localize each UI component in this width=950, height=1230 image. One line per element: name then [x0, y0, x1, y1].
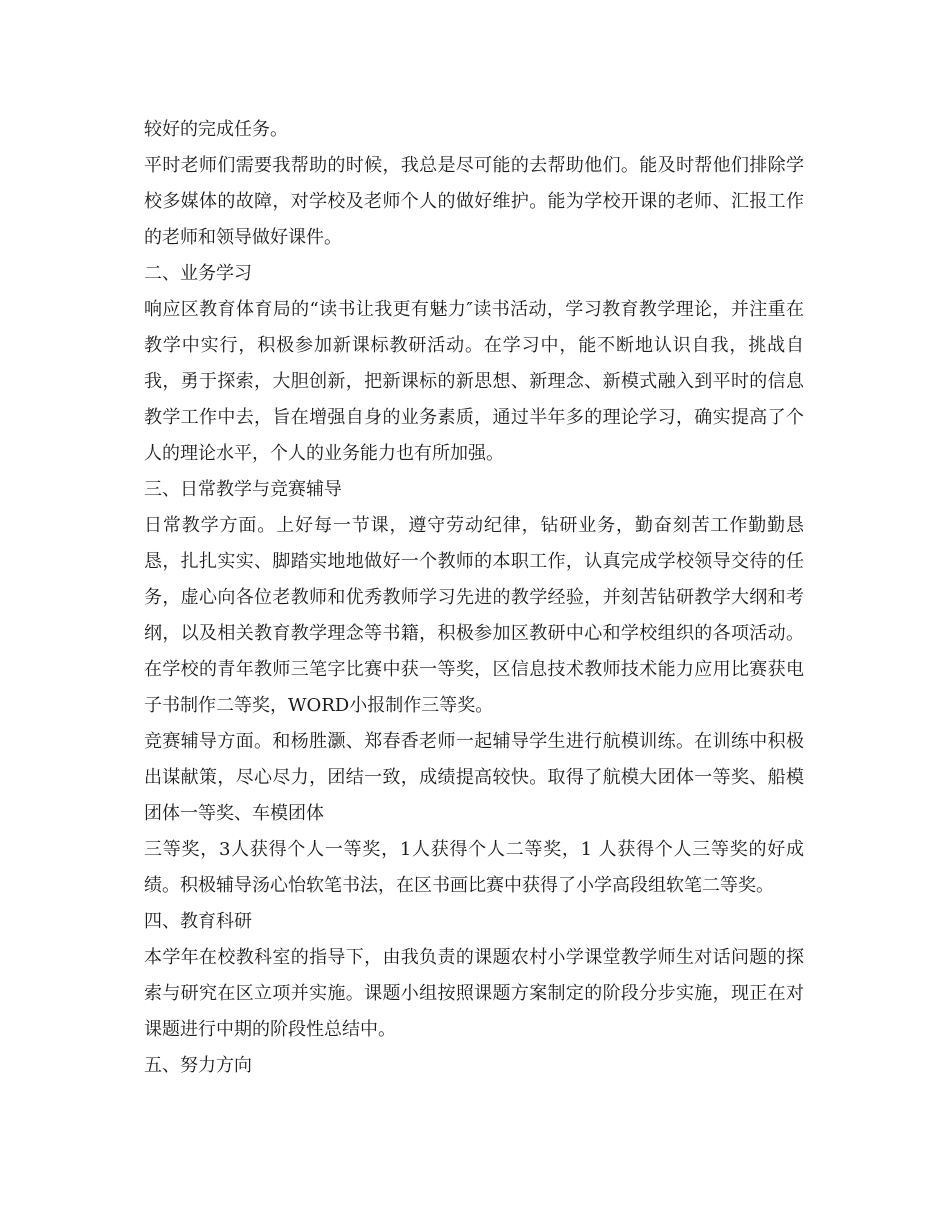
- document-body: [144, 112, 804, 1084]
- paragraph-task-completion: 较好的完成任务。: [144, 119, 288, 140]
- section-heading-direction: 五、努力方向: [144, 1055, 252, 1076]
- section-heading-education-research: 四、教育科研: [144, 911, 252, 932]
- paragraph-helping-teachers: 平时老师们需要我帮助的时候，我总是尽可能的去帮助他们。能及时帮他们排除学校多媒体的故障，对学校及老师个人的做好维护。能为学校开课的老师、汇报工作的老师和领导做好课件。: [144, 155, 804, 248]
- paragraph-daily-teaching: 日常教学方面。上好每一节课，遵守劳动纪律，钻研业务，勤奋刻苦工作勤勤恳恳，扎扎实实、脚踏实地地做好一个教师的本职工作，认真完成学校领导交待的任务，虚心向各位老教师和优秀教师学习先进的教学经验，并刻苦钻研教学大纲和考纲，以及相关教育教学理念等书籍，积极参加区教研中心和学校组织的各项活动。在学校的青年教师三笔字比赛中获一等奖，区信息技术教师技术能力应用比赛获电子书制作二等奖，WORD小报制作三等奖。: [144, 515, 804, 716]
- paragraph-competition-coaching: 竞赛辅导方面。和杨胜灏、郑春香老师一起辅导学生进行航模训练。在训练中积极出谋献策，尽心尽力，团结一致，成绩提高较快。取得了航模大团体一等奖、船模团体一等奖、车模团体: [144, 731, 804, 824]
- paragraph-education-research: 本学年在校教科室的指导下，由我负责的课题农村小学课堂教学师生对话问题的探索与研究在区立项并实施。课题小组按照课题方案制定的阶段分步实施，现正在对课题进行中期的阶段性总结中。: [144, 947, 804, 1040]
- section-heading-daily-teaching: 三、日常教学与竞赛辅导: [144, 479, 342, 500]
- section-heading-business-study: 二、业务学习: [144, 263, 252, 284]
- paragraph-competition-results: 三等奖，3人获得个人一等奖，1人获得个人二等奖，1 人获得个人三等奖的好成绩。积极辅导汤心怡软笔书法，在区书画比赛中获得了小学高段组软笔二等奖。: [144, 839, 804, 896]
- paragraph-business-study: 响应区教育体育局的“读书让我更有魅力″读书活动，学习教育教学理论，并注重在教学中实行，积极参加新课标教研活动。在学习中，能不断地认识自我，挑战自我，勇于探索，大胆创新，把新课标的新思想、新理念、新模式融入到平时的信息教学工作中去，旨在增强自身的业务素质，通过半年多的理论学习，确实提高了个人的理论水平，个人的业务能力也有所加强。: [144, 299, 804, 464]
